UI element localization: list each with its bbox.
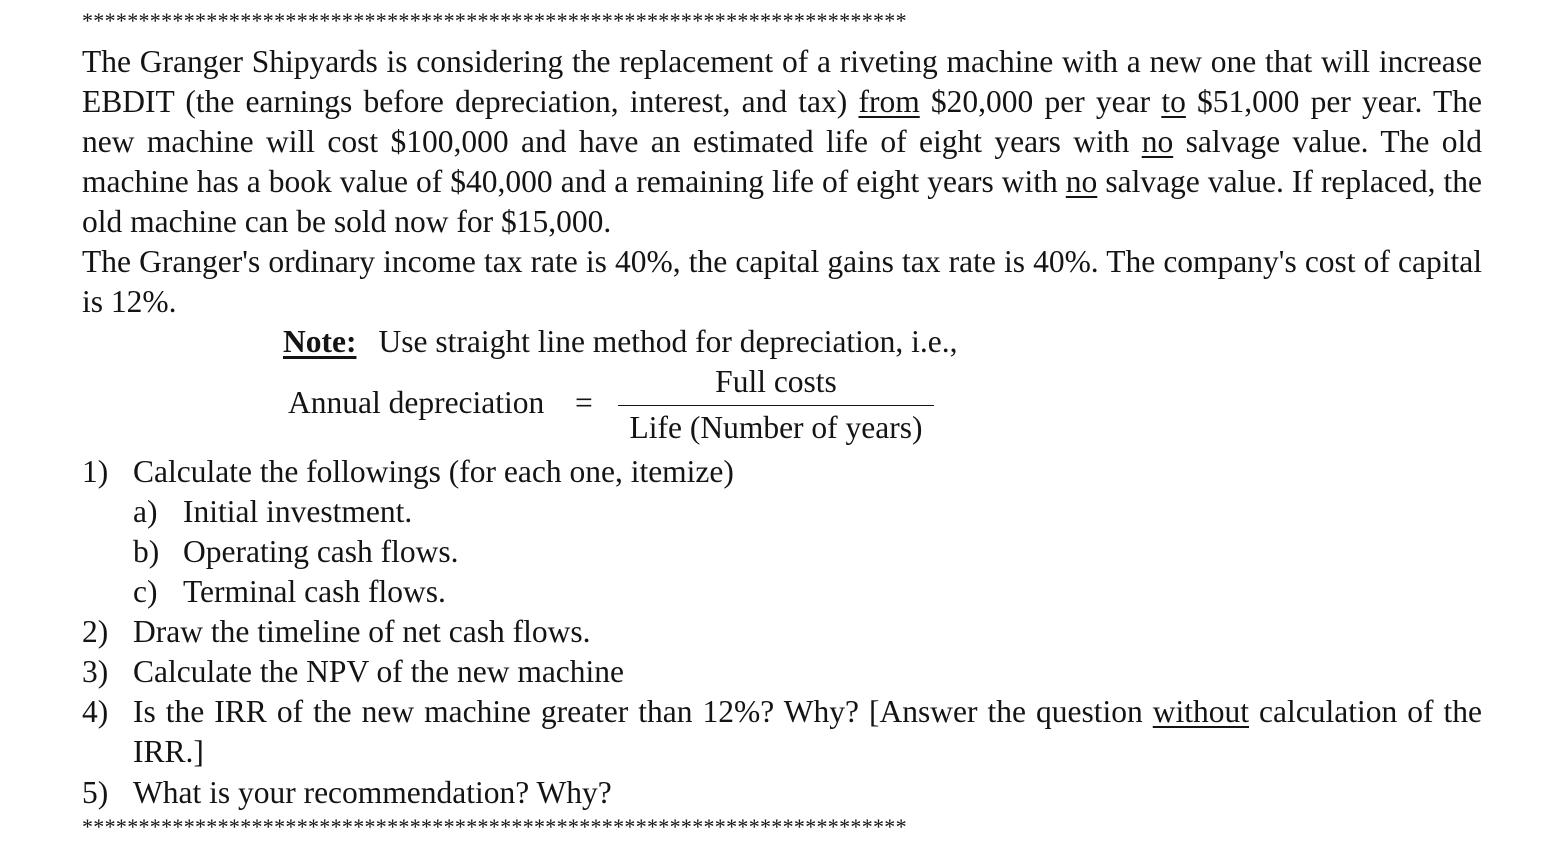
fraction-bar [618,405,934,406]
subitem-c [0,572,1546,612]
formula-lhs: Annual depreciation [288,385,545,420]
note-label: Note: [283,324,357,359]
question-text: Calculate the followings (for each one, itemize) [133,454,734,489]
subitem-letter: a) [133,494,158,529]
problem-text-2: $20,000 per year [919,84,1162,119]
question-text [133,692,1482,772]
question-3 [0,652,1546,692]
subitem-letter: c) [133,574,158,609]
question-5 [0,773,1546,813]
question-number: 4) [82,694,109,729]
question-number: 5) [82,775,109,810]
fraction-numerator: Full costs [715,364,837,399]
question-2 [0,612,1546,652]
subitem-letter: b) [133,534,160,569]
depreciation-fraction [618,362,934,448]
underlined-to: to [1161,84,1186,119]
question-number: 1) [82,454,109,489]
problem-paragraph [82,42,1482,242]
fraction-denominator: Life (Number of years) [629,410,923,445]
problem-text-4: salvage value. The old machine has a book value of $40,000 and a remaining life of eight years with [82,124,1483,199]
question-4-text-a: Is the IRR of the new machine greater than 12%? Why? [Answer the question [133,694,1153,729]
question-text: What is your recommendation? Why? [133,775,612,810]
underlined-without: without [1152,694,1250,729]
question-1 [0,452,1546,492]
note-line [283,322,958,362]
underlined-from: from [858,84,920,119]
problem-text-3: $51,000 per year. The new machine will cost $100,000 and have an estimated life of eight years with [82,84,1482,159]
problem-text-1: The Granger Shipyards is considering the replacement of a riveting machine with a new one that will increase EBDIT (the earnings before depreciation, interest, and tax) [82,44,1482,119]
note-text: Use straight line method for depreciation, i.e., [378,324,958,359]
underlined-no-2: no [1065,164,1098,199]
subitem-text: Operating cash flows. [183,534,459,569]
problem-text-5: salvage value. If replaced, the old machine can be sold now for $15,000. [82,164,1482,239]
question-text: Draw the timeline of net cash flows. [133,614,591,649]
top-asterisk-separator: ************************************************************************* [82,8,907,33]
underlined-no-1: no [1141,124,1174,159]
question-text: Calculate the NPV of the new machine [133,654,625,689]
question-number: 2) [82,614,109,649]
question-4 [0,692,1546,772]
subitem-text: Terminal cash flows. [183,574,446,609]
question-4-text-b: calculation of the IRR.] [133,694,1483,769]
question-number: 3) [82,654,109,689]
subitem-text: Initial investment. [183,494,413,529]
formula-equals: = [575,385,593,420]
subitem-b [0,532,1546,572]
bottom-asterisk-separator: ************************************************************************* [82,814,907,839]
subitem-a [0,492,1546,532]
tax-rate-paragraph: The Granger's ordinary income tax rate is 40%, the capital gains tax rate is 40%. The company's cost of capital is 12%. [82,244,1482,319]
